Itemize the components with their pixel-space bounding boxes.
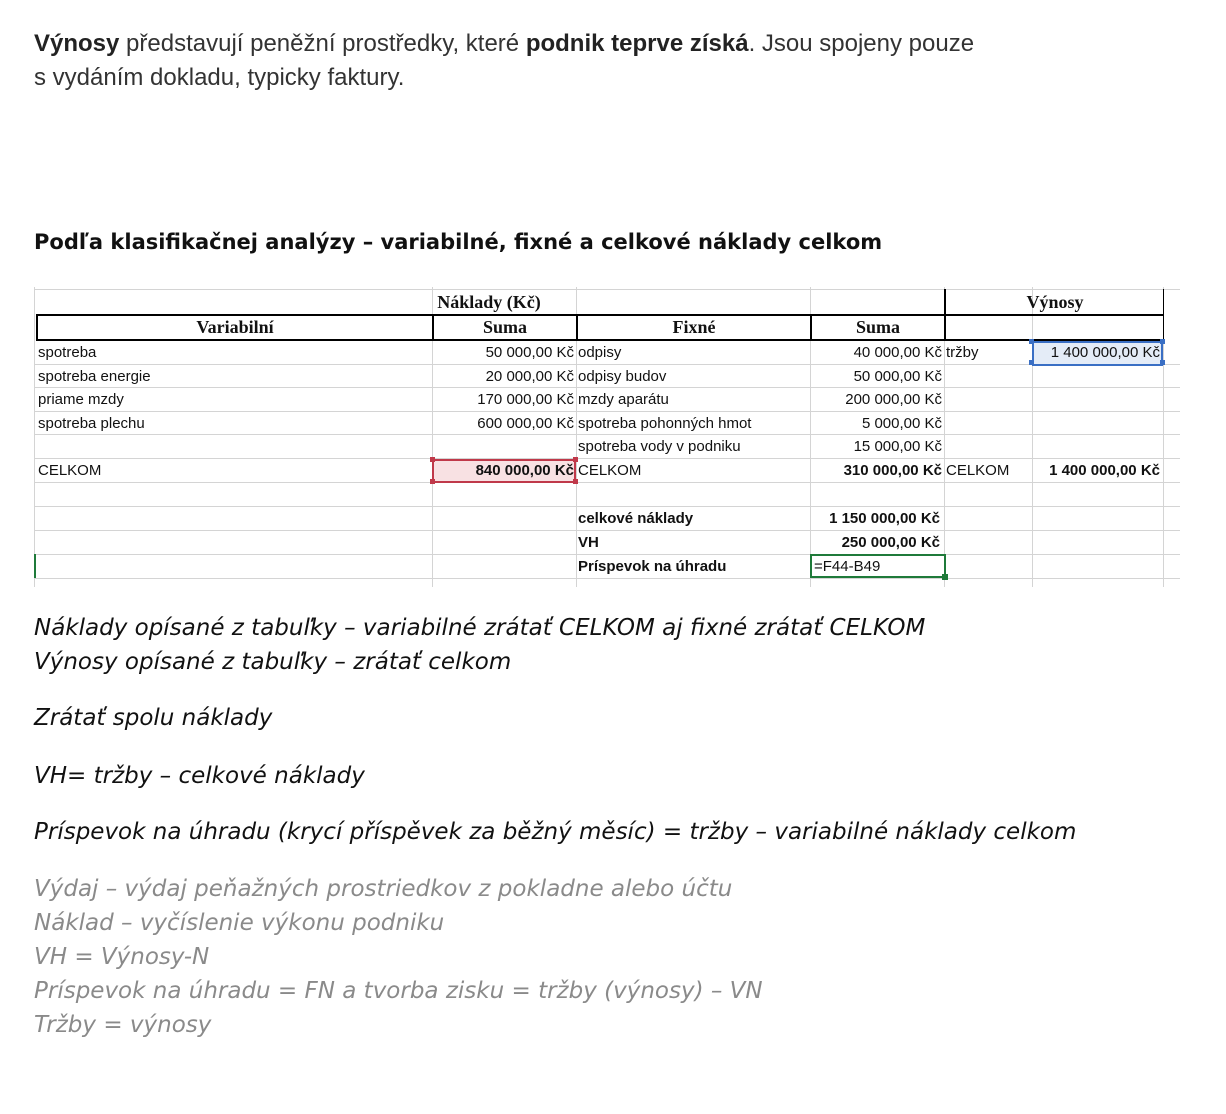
col-header-suma-2: Suma <box>855 317 900 337</box>
definition-line: Výdaj – výdaj peňažných prostriedkov z pokladne alebo účtu <box>34 876 733 902</box>
summary-value[interactable]: 1 150 000,00 Kč <box>829 510 940 527</box>
col-header-variabilni: Variabilní <box>196 317 274 337</box>
sheet-cell-e[interactable] <box>946 365 1030 388</box>
sheet-cell-b[interactable]: 600 000,00 Kč <box>477 415 574 432</box>
fill-handle <box>942 574 948 580</box>
sheet-cell-b[interactable]: 50 000,00 Kč <box>485 344 574 361</box>
sheet-cell-c[interactable]: CELKOM <box>578 462 642 479</box>
sheet-cell-f[interactable] <box>1034 435 1160 458</box>
summary-label[interactable]: Príspevok na úhradu <box>578 558 727 575</box>
row-indicator <box>34 554 36 578</box>
sheet-cell-b[interactable]: 170 000,00 Kč <box>477 391 574 408</box>
sheet-cell-c[interactable]: spotreba pohonných hmot <box>578 415 752 432</box>
sheet-cell-a[interactable] <box>38 435 430 458</box>
definition-line: Náklad – vyčíslenie výkonu podniku <box>34 910 445 936</box>
sheet-cell-a[interactable]: priame mzdy <box>38 391 124 408</box>
sheet-cell-f[interactable]: 1 400 000,00 Kč <box>1049 462 1160 479</box>
col-header-fixne: Fixné <box>672 317 716 337</box>
sheet-cell-e[interactable] <box>946 412 1030 435</box>
sheet-cell-c[interactable]: spotreba vody v podniku <box>578 438 741 455</box>
intro-bold-podnik: podnik teprve získá <box>525 30 749 57</box>
sheet-cell-c[interactable]: odpisy <box>578 344 622 361</box>
sheet-cell-e[interactable]: CELKOM <box>946 462 1010 479</box>
intro-text-2: . Jsou spojeny pouze <box>748 30 975 57</box>
sheet-cell-d[interactable]: 200 000,00 Kč <box>845 391 942 408</box>
note-line: Zrátať spolu náklady <box>34 705 273 731</box>
col-header-suma-1: Suma <box>482 317 527 337</box>
summary-value[interactable]: 250 000,00 Kč <box>841 534 940 551</box>
summary-label[interactable]: celkové náklady <box>578 510 694 527</box>
definition-line: VH = Výnosy-N <box>34 944 210 970</box>
sheet-cell-d[interactable]: 5 000,00 Kč <box>861 415 942 432</box>
sheet-cell-d[interactable]: 310 000,00 Kč <box>843 462 942 479</box>
definition-line: Tržby = výnosy <box>34 1012 212 1038</box>
sheet-cell-f[interactable]: 1 400 000,00 Kč <box>1050 344 1160 361</box>
definition-line: Príspevok na úhradu = FN a tvorba zisku = tržby (výnosy) – VN <box>34 978 763 1004</box>
definitions-block <box>34 872 1184 1042</box>
selection-handle <box>1160 339 1165 344</box>
sheet-cell-e[interactable]: tržby <box>946 344 979 361</box>
notes-block <box>34 611 1184 849</box>
selection-handle <box>1160 360 1165 365</box>
sheet-cell-d[interactable]: 50 000,00 Kč <box>853 368 942 385</box>
spreadsheet-image <box>34 287 1180 587</box>
sheet-cell-f[interactable] <box>1034 365 1160 388</box>
note-line: VH= tržby – celkové náklady <box>34 763 365 789</box>
sheet-cell-d[interactable]: 40 000,00 Kč <box>853 344 942 361</box>
sheet-cell-c[interactable]: odpisy budov <box>578 368 667 385</box>
formula-cell[interactable]: =F44-B49 <box>814 558 881 575</box>
group-header-vynosy: Výnosy <box>1026 292 1084 312</box>
group-header-naklady: Náklady (Kč) <box>437 292 541 312</box>
sheet-cell-b[interactable]: 840 000,00 Kč <box>475 462 574 479</box>
sheet-cell-b[interactable] <box>434 435 574 458</box>
intro-text-1: představují peněžní prostředky, které <box>119 30 526 57</box>
intro-bold-vynosy: Výnosy <box>34 30 120 57</box>
sheet-cell-f[interactable] <box>1034 388 1160 411</box>
note-line: Výnosy opísané z tabuľky – zrátať celkom <box>34 649 512 675</box>
sheet-cell-a[interactable]: CELKOM <box>38 462 102 479</box>
sheet-cell-b[interactable]: 20 000,00 Kč <box>485 368 574 385</box>
sheet-cell-e[interactable] <box>946 435 1030 458</box>
intro-paragraph <box>34 27 1134 95</box>
sheet-cell-a[interactable]: spotreba plechu <box>38 415 145 432</box>
summary-label[interactable]: VH <box>578 534 599 551</box>
intro-line-2: s vydáním dokladu, typicky faktury. <box>34 64 405 91</box>
note-line: Náklady opísané z tabuľky – variabilné zrátať CELKOM aj fixné zrátať CELKOM <box>34 615 926 641</box>
section-heading: Podľa klasifikačnej analýzy – variabilné, fixné a celkové náklady celkom <box>34 230 883 254</box>
sheet-cell-c[interactable]: mzdy aparátu <box>578 391 669 408</box>
sheet-cell-d[interactable]: 15 000,00 Kč <box>853 438 942 455</box>
sheet-cell-e[interactable] <box>946 388 1030 411</box>
sheet-cell-f[interactable] <box>1034 412 1160 435</box>
sheet-cell-a[interactable]: spotreba energie <box>38 368 151 385</box>
note-line: Príspevok na úhradu (krycí příspěvek za běžný měsíc) = tržby – variabilné náklady celkom <box>34 819 1077 845</box>
sheet-cell-a[interactable]: spotreba <box>38 344 97 361</box>
